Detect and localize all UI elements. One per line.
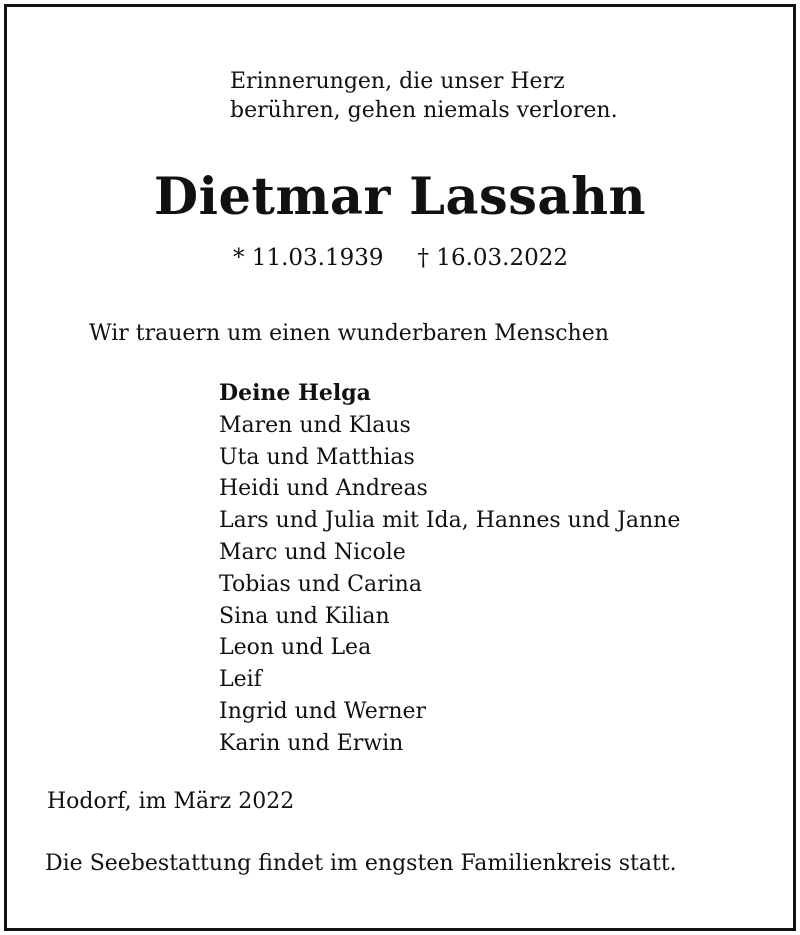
family-member: Uta und Matthias	[219, 444, 415, 470]
mourning-line: Wir trauern um einen wunderbaren Menschen	[89, 321, 609, 346]
birth-date: * 11.03.1939	[233, 245, 384, 271]
obituary-notice	[4, 4, 796, 931]
family-member: Tobias und Carina	[219, 571, 422, 597]
family-list	[219, 378, 680, 760]
family-member: Karin und Erwin	[219, 730, 404, 756]
deceased-name: Dietmar Lassahn	[153, 167, 647, 227]
family-member: Leon und Lea	[219, 635, 372, 661]
death-date: † 16.03.2022	[417, 245, 568, 271]
family-member: Ingrid und Werner	[219, 698, 427, 724]
family-member: Maren und Klaus	[219, 412, 411, 438]
quote-line-1: Erinnerungen, die unser Herz	[230, 69, 565, 94]
quote-line-2: berühren, gehen niemals verloren.	[230, 98, 618, 123]
family-lead: Deine Helga	[219, 380, 371, 406]
family-member: Heidi und Andreas	[219, 476, 428, 502]
burial-note: Die Seebestattung findet im engsten Familienkreis statt.	[45, 851, 677, 876]
memorial-quote	[230, 67, 618, 125]
family-member: Leif	[219, 667, 262, 693]
life-dates	[233, 245, 568, 271]
family-member: Sina und Kilian	[219, 603, 390, 629]
family-member: Marc und Nicole	[219, 539, 406, 565]
family-member: Lars und Julia mit Ida, Hannes und Janne	[219, 508, 681, 534]
place-date: Hodorf, im März 2022	[47, 789, 295, 814]
